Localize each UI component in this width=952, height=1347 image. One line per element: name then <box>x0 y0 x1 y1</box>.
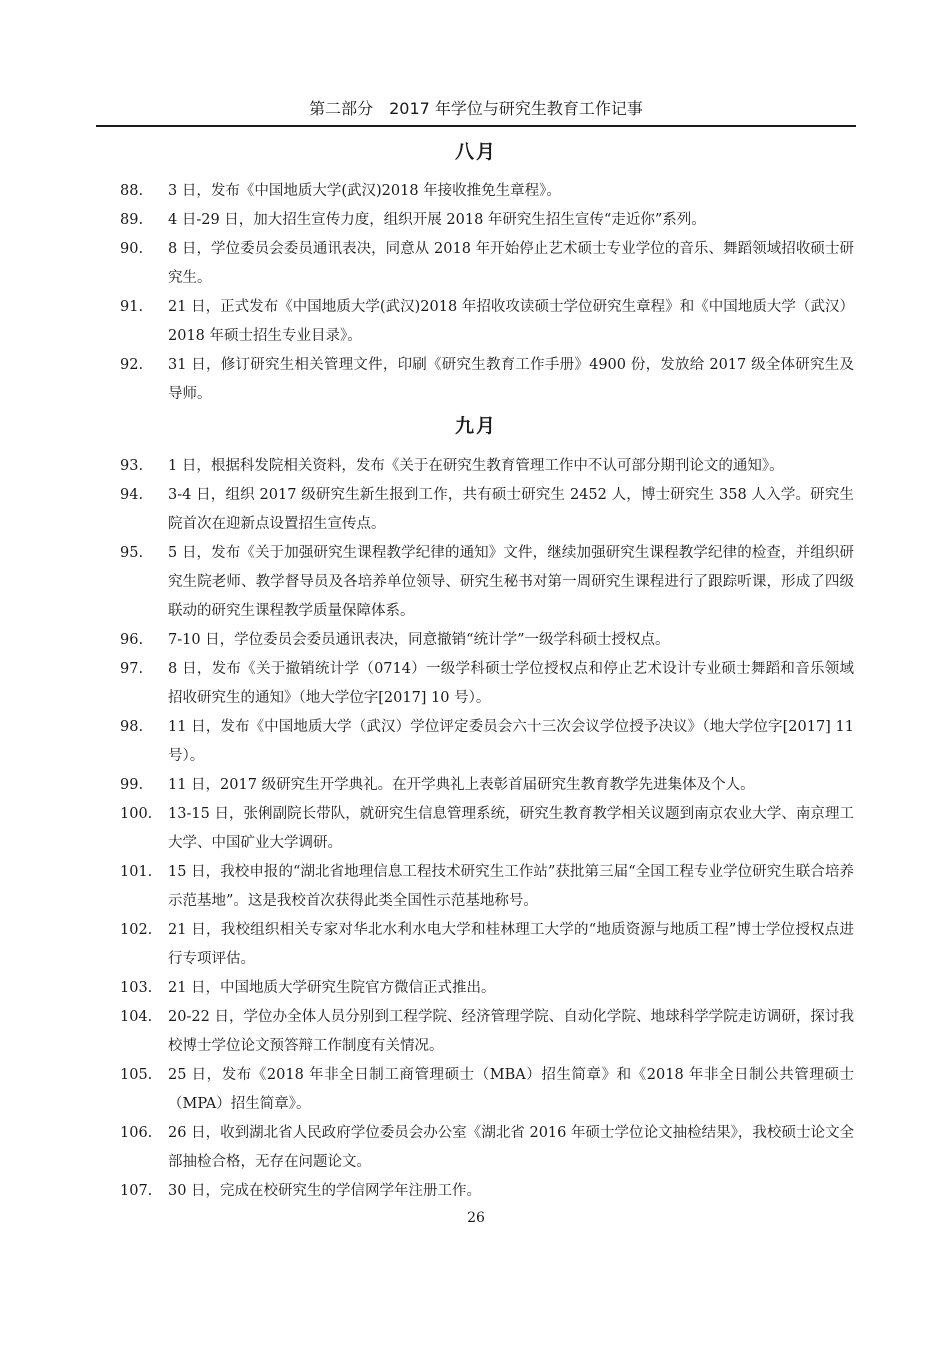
item-number: 104. <box>120 1009 153 1025</box>
list-item <box>120 539 854 626</box>
item-text: 3-4 日，组织 2017 级研究生新生报到工作，共有硕士研究生 2452 人，博士研究生 358 人入学。研究生院首次在迎新点设置招生宣传点。 <box>168 487 854 532</box>
item-number: 93. <box>120 458 144 474</box>
item-text: 8 日，发布《关于撤销统计学（0714）一级学科硕士学位授权点和停止艺术设计专业硕士舞蹈和音乐领域招收研究生的通知》（地大学位字[2017] 10 号）。 <box>168 661 854 706</box>
item-number: 107. <box>120 1183 153 1199</box>
august-entries <box>120 177 854 409</box>
item-number: 91. <box>120 299 144 315</box>
running-header: 第二部分 2017 年学位与研究生教育工作记事 <box>309 99 643 118</box>
item-number: 98. <box>120 719 144 735</box>
item-number: 102. <box>120 922 153 938</box>
item-number: 95. <box>120 545 144 561</box>
list-item <box>120 655 854 713</box>
item-text: 13-15 日，张俐副院长带队，就研究生信息管理系统，研究生教育教学相关议题到南京农业大学、南京理工大学、中国矿业大学调研。 <box>168 806 854 851</box>
item-number: 106. <box>120 1125 153 1141</box>
list-item <box>120 1177 854 1206</box>
list-item <box>120 974 854 1003</box>
page-number: 26 <box>467 1210 485 1226</box>
item-number: 94. <box>120 487 144 503</box>
list-item <box>120 177 854 206</box>
item-text: 1 日，根据科发院相关资料，发布《关于在研究生教育管理工作中不认可部分期刊论文的通知》。 <box>168 458 784 474</box>
item-text: 7-10 日，学位委员会委员通讯表决，同意撤销“统计学”一级学科硕士授权点。 <box>168 632 670 648</box>
list-item <box>120 858 854 916</box>
item-number: 103. <box>120 980 153 996</box>
list-item <box>120 713 854 771</box>
item-text: 4 日-29 日，加大招生宣传力度，组织开展 2018 年研究生招生宣传“走近你”系列。 <box>168 212 706 228</box>
item-text: 30 日，完成在校研究生的学信网学年注册工作。 <box>168 1183 482 1199</box>
item-number: 92. <box>120 357 144 373</box>
item-number: 99. <box>120 777 144 793</box>
item-number: 101. <box>120 864 153 880</box>
item-text: 20-22 日，学位办全体人员分别到工程学院、经济管理学院、自动化学院、地球科学学院走访调研，探讨我校博士学位论文预答辩工作制度有关情况。 <box>168 1009 854 1054</box>
list-item <box>120 293 854 351</box>
item-number: 97. <box>120 661 144 677</box>
item-text: 25 日，发布《2018 年非全日制工商管理硕士（MBA）招生简章》和《2018 年非全日制公共管理硕士（MPA）招生简章》。 <box>168 1067 854 1112</box>
list-item <box>120 771 854 800</box>
item-number: 89. <box>120 212 144 228</box>
list-item <box>120 1119 854 1177</box>
item-text: 15 日，我校申报的“湖北省地理信息工程技术研究生工作站”获批第三届“全国工程专业学位研究生联合培养示范基地”。这是我校首次获得此类全国性示范基地称号。 <box>168 864 854 909</box>
item-text: 11 日，发布《中国地质大学（武汉）学位评定委员会六十三次会议学位授予决议》（地大学位字[2017] 11 号）。 <box>168 719 854 764</box>
list-item <box>120 916 854 974</box>
list-item <box>120 1003 854 1061</box>
section-heading-september: 九月 <box>454 415 497 437</box>
item-text: 8 日，学位委员会委员通讯表决，同意从 2018 年开始停止艺术硕士专业学位的音乐、舞蹈领域招收硕士研究生。 <box>168 241 854 286</box>
item-text: 31 日，修订研究生相关管理文件，印刷《研究生教育工作手册》4900 份，发放给 2017 级全体研究生及导师。 <box>168 357 854 402</box>
september-entries <box>120 452 854 1206</box>
item-number: 105. <box>120 1067 153 1083</box>
list-item <box>120 481 854 539</box>
list-item <box>120 800 854 858</box>
item-text: 21 日，中国地质大学研究生院官方微信正式推出。 <box>168 980 496 996</box>
list-item <box>120 206 854 235</box>
item-number: 88. <box>120 183 144 199</box>
list-item <box>120 351 854 409</box>
list-item <box>120 235 854 293</box>
item-text: 3 日，发布《中国地质大学(武汉)2018 年接收推免生章程》。 <box>168 183 561 199</box>
item-number: 90. <box>120 241 144 257</box>
item-text: 11 日，2017 级研究生开学典礼。在开学典礼上表彰首届研究生教育教学先进集体及个人。 <box>168 777 755 793</box>
item-number: 96. <box>120 632 144 648</box>
item-number: 100. <box>120 806 153 822</box>
list-item <box>120 626 854 655</box>
list-item <box>120 1061 854 1119</box>
section-heading-august: 八月 <box>454 141 497 163</box>
list-item <box>120 452 854 481</box>
header-rule <box>96 125 856 127</box>
item-text: 26 日，收到湖北省人民政府学位委员会办公室《湖北省 2016 年硕士学位论文抽检结果》，我校硕士论文全部抽检合格，无存在问题论文。 <box>168 1125 854 1170</box>
item-text: 21 日，我校组织相关专家对华北水利水电大学和桂林理工大学的“地质资源与地质工程”博士学位授权点进行专项评估。 <box>168 922 854 967</box>
item-text: 5 日，发布《关于加强研究生课程教学纪律的通知》文件，继续加强研究生课程教学纪律的检查，并组织研究生院老师、教学督导员及各培养单位领导、研究生秘书对第一周研究生课程进行了跟踪听课，形成了四级联动的研究生课程教学质量保障体系。 <box>168 545 854 619</box>
item-text: 21 日，正式发布《中国地质大学(武汉)2018 年招收攻读硕士学位研究生章程》和《中国地质大学（武汉）2018 年硕士招生专业目录》。 <box>168 299 854 344</box>
